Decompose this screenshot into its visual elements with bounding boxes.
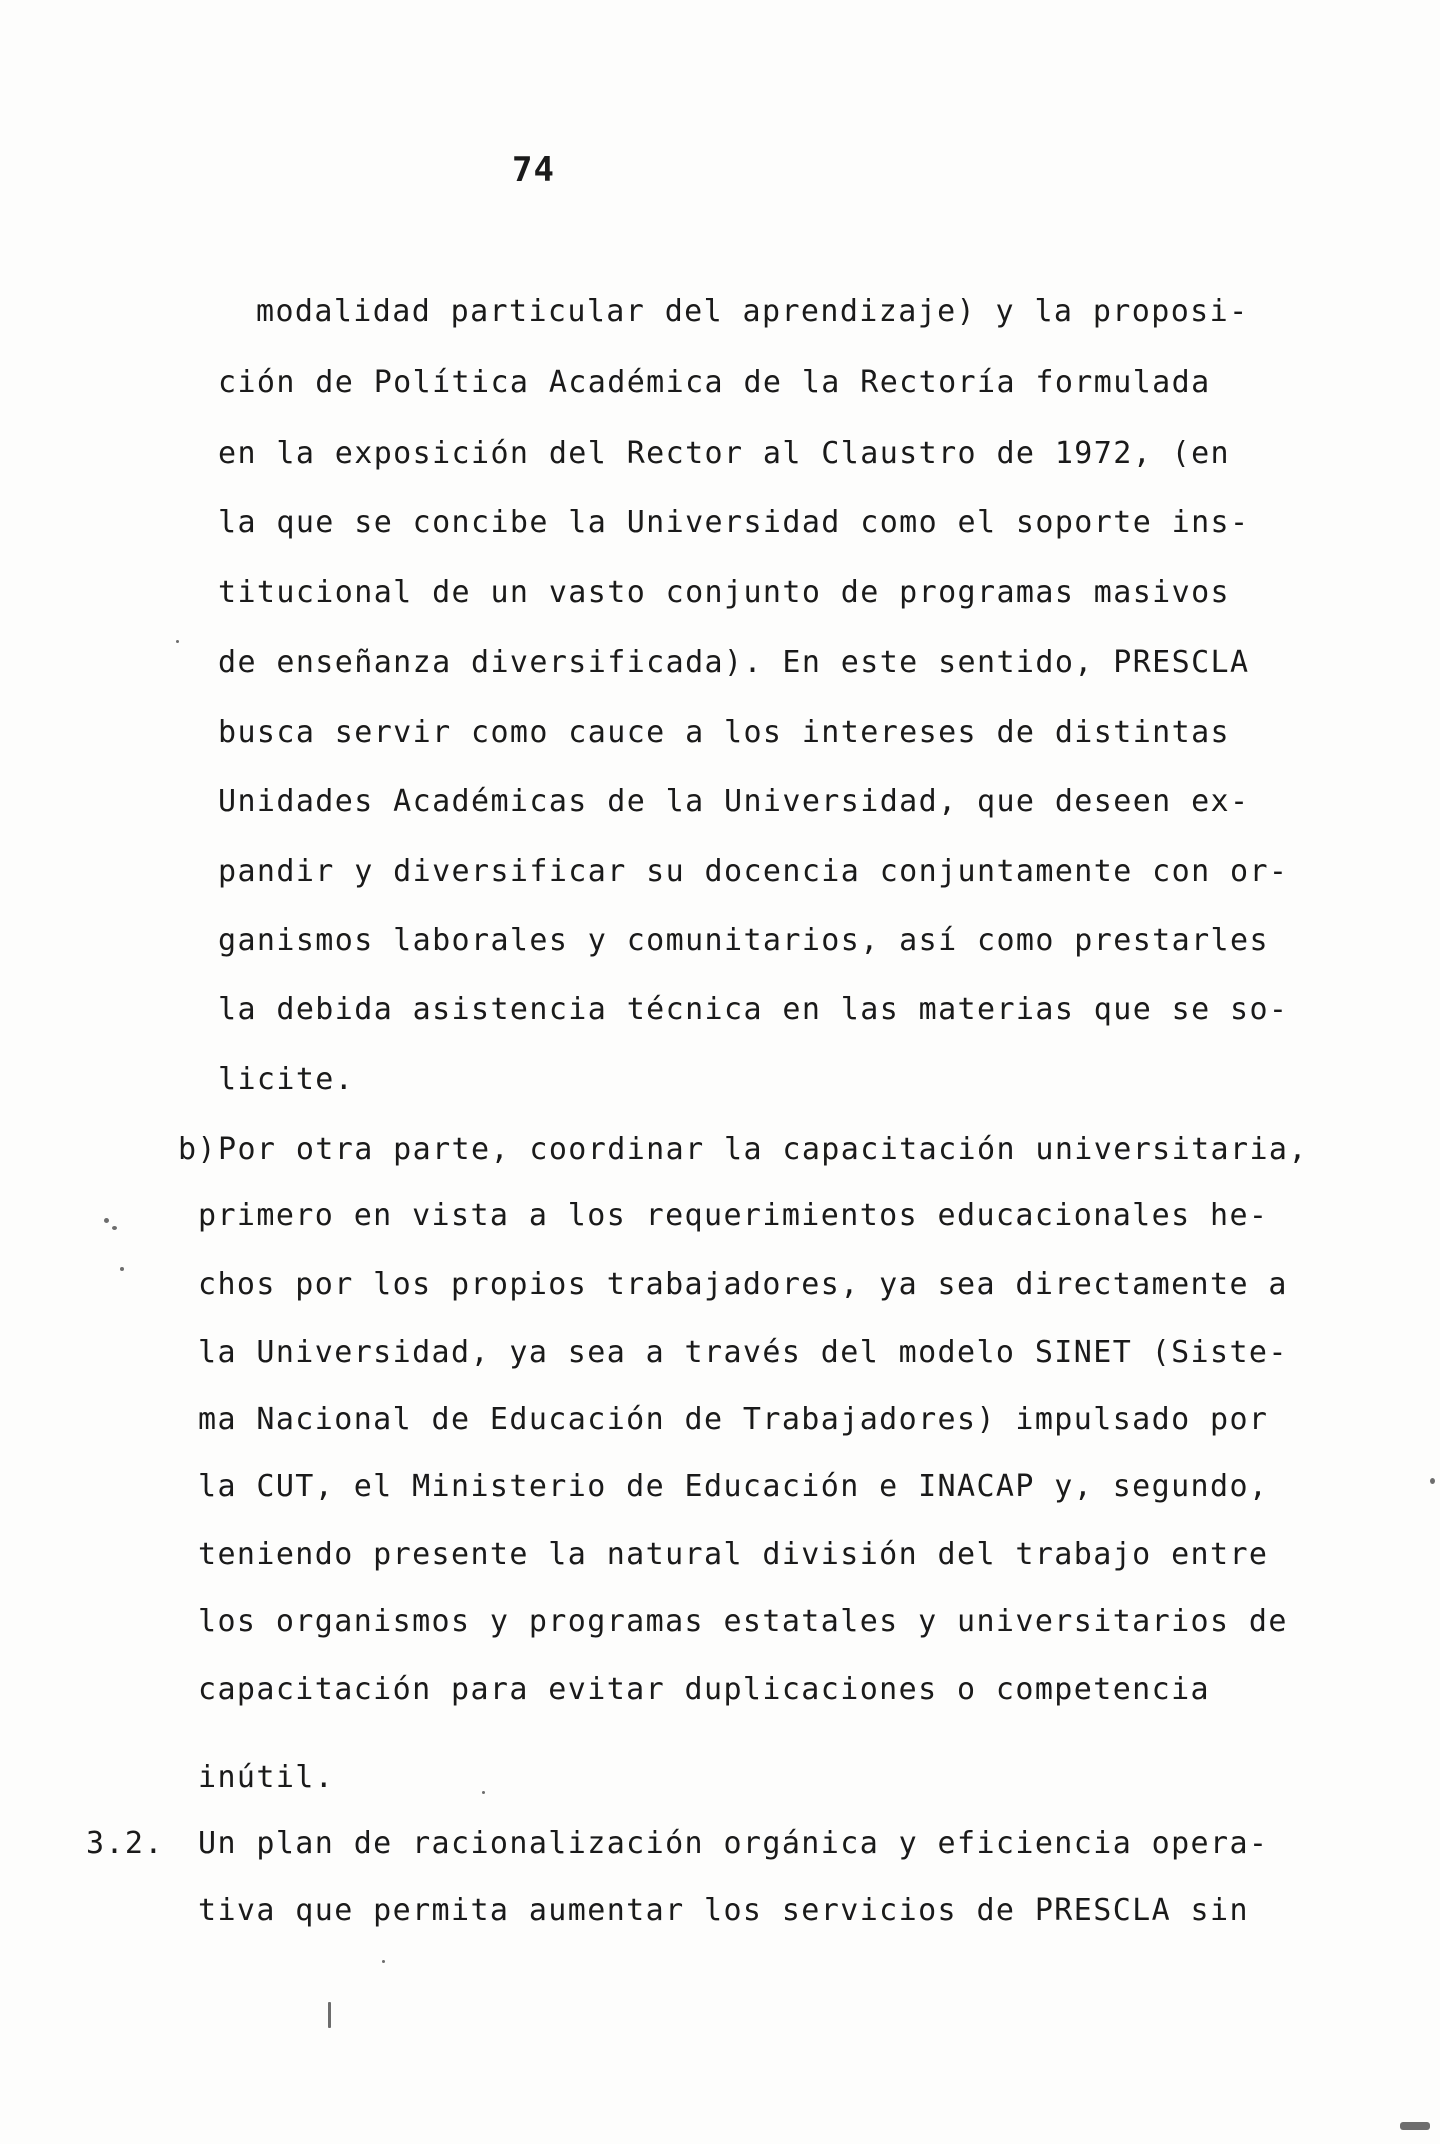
text-line: los organismos y programas estatales y universitarios de: [198, 1604, 1288, 1639]
text-line: busca servir como cauce a los intereses de distintas: [218, 715, 1230, 750]
text-line: ma Nacional de Educación de Trabajadores) impulsado por: [198, 1402, 1269, 1437]
text-line: primero en vista a los requerimientos educacionales he-: [198, 1198, 1269, 1233]
text-line: Unidades Académicas de la Universidad, que deseen ex-: [218, 784, 1250, 819]
text-line: Por otra parte, coordinar la capacitación universitaria,: [218, 1132, 1308, 1167]
scan-speck: [120, 1267, 124, 1271]
scan-speck: [112, 1226, 117, 1230]
text-line: ción de Política Académica de la Rectoría formulada: [218, 365, 1211, 400]
text-line: tiva que permita aumentar los servicios de PRESCLA sin: [198, 1893, 1249, 1928]
text-line: la que se concibe la Universidad como el soporte ins-: [218, 505, 1250, 540]
text-line: ganismos laborales y comunitarios, así como prestarles: [218, 923, 1269, 958]
text-line: de enseñanza diversificada). En este sentido, PRESCLA: [218, 645, 1250, 680]
scan-speck: [1430, 1478, 1435, 1484]
scan-speck: [1400, 2122, 1430, 2130]
page-number: 74: [512, 150, 555, 190]
section-number: 3.2.: [86, 1826, 164, 1861]
scan-speck: [482, 1791, 485, 1794]
text-line: la CUT, el Ministerio de Educación e INACAP y, segundo,: [198, 1469, 1269, 1504]
text-line: licite.: [218, 1062, 355, 1097]
text-line: pandir y diversificar su docencia conjuntamente con or-: [218, 854, 1289, 889]
scan-speck: [104, 1218, 109, 1223]
text-line: chos por los propios trabajadores, ya sea directamente a: [198, 1267, 1288, 1302]
scan-speck: [176, 640, 179, 643]
text-line: inútil.: [198, 1760, 335, 1795]
text-line: Un plan de racionalización orgánica y eficiencia opera-: [198, 1826, 1269, 1861]
scan-speck: [328, 2002, 331, 2028]
text-line: titucional de un vasto conjunto de programas masivos: [218, 575, 1230, 610]
text-line: modalidad particular del aprendizaje) y la proposi-: [256, 294, 1249, 329]
text-line: la Universidad, ya sea a través del modelo SINET (Siste-: [198, 1335, 1288, 1370]
scan-speck: [382, 1960, 385, 1963]
text-line: en la exposición del Rector al Claustro de 1972, (en: [218, 436, 1230, 471]
paragraph-b-label: b): [178, 1132, 217, 1167]
text-line: capacitación para evitar duplicaciones o competencia: [198, 1672, 1210, 1707]
text-line: la debida asistencia técnica en las materias que se so-: [218, 992, 1289, 1027]
text-line: teniendo presente la natural división del trabajo entre: [198, 1537, 1269, 1572]
